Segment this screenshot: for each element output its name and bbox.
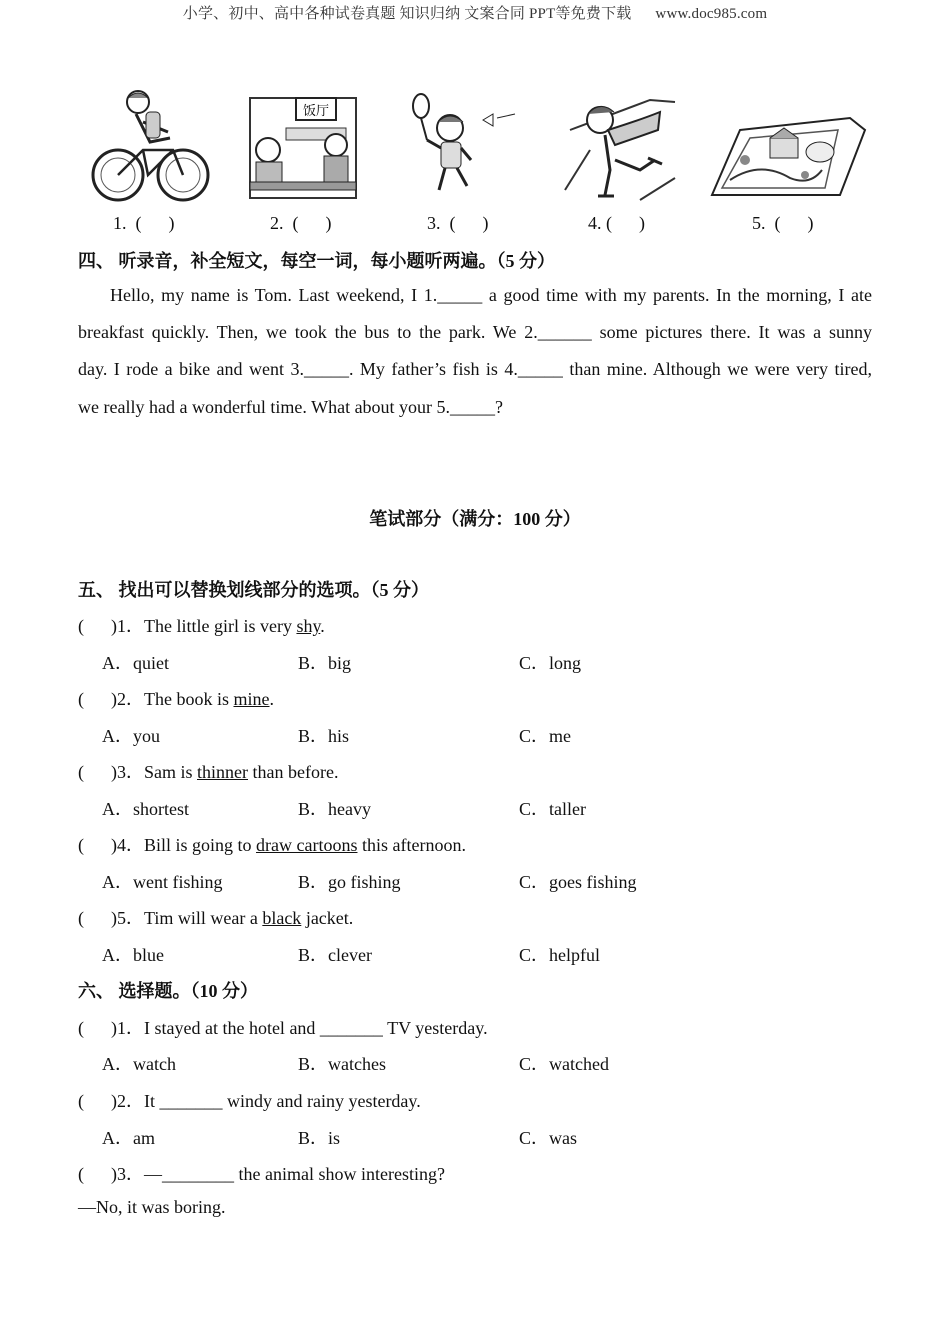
s5-q1-option-a[interactable]: A．quiet — [102, 653, 169, 673]
s5-q4-option-c[interactable]: C．goes fishing — [519, 872, 637, 892]
s5-question-2: ( )2．The book is mine. — [78, 689, 274, 709]
s5-q2-option-b[interactable]: B．his — [298, 726, 350, 746]
s5-q5-option-c[interactable]: C．helpful — [519, 945, 600, 965]
picture-boy-playing-badminton — [405, 90, 520, 205]
s5-q5-option-a[interactable]: A．blue — [102, 945, 164, 965]
s6-q2-option-c[interactable]: C．was — [519, 1128, 577, 1148]
picture-4-answer[interactable]: 4. ( ) — [588, 213, 645, 233]
page-header — [0, 2, 950, 23]
header-left-text: 小学、初中、高中各种试卷真题 知识归纳 文案合同 PPT等免费下载 — [182, 6, 632, 22]
s6-q1-option-b[interactable]: B．watches — [298, 1054, 386, 1074]
s5-question-3: ( )3．Sam is thinner than before. — [78, 762, 339, 782]
s5-question-5: ( )5．Tim will wear a black jacket. — [78, 908, 354, 928]
s6-q2-option-b[interactable]: B．is — [298, 1128, 341, 1148]
s5-q1-option-b[interactable]: B．big — [298, 653, 352, 673]
s5-q1-option-c[interactable]: C．long — [519, 653, 582, 673]
passage-line-4: we really had a wonderful time. What about your 5._____? — [78, 397, 504, 417]
picture-person-skating — [560, 90, 678, 205]
passage-line-3: day. I rode a bike and went 3._____. My father’s fish is 4._____ than mine. Although we were very tired, — [78, 359, 872, 379]
s6-q2-option-a[interactable]: A．am — [102, 1128, 155, 1148]
s6-question-3: ( )3．—________ the animal show interesting? — [78, 1164, 445, 1184]
s6-q3-dialogue-answer: —No, it was boring. — [78, 1197, 226, 1217]
passage-line-1: Hello, my name is Tom. Last weekend, I 1._____ a good time with my parents. In the morning, I ate — [110, 285, 872, 305]
s5-q2-option-a[interactable]: A．you — [102, 726, 160, 746]
s5-question-4: ( )4．Bill is going to draw cartoons this afternoon. — [78, 835, 466, 855]
s5-q4-option-a[interactable]: A．went fishing — [102, 872, 223, 892]
picture-2-answer[interactable]: 2. ( ) — [270, 213, 332, 233]
restaurant-sign-text: 饭厅 — [302, 104, 330, 119]
s5-q3-option-c[interactable]: C．taller — [519, 799, 586, 819]
section-5-title: 五、 找出可以替换划线部分的选项。（5 分） — [78, 580, 429, 600]
section-4-title: 四、 听录音，补全短文，每空一词，每小题听两遍。（5 分） — [78, 251, 555, 271]
s5-q5-option-b[interactable]: B．clever — [298, 945, 372, 965]
passage-line-2: breakfast quickly. Then, we took the bus to the park. We 2.______ some pictures there. It was a sunny — [78, 322, 872, 342]
s5-q3-option-a[interactable]: A．shortest — [102, 799, 189, 819]
picture-park-map — [710, 90, 868, 205]
s5-q2-option-c[interactable]: C．me — [519, 726, 571, 746]
picture-5-answer[interactable]: 5. ( ) — [752, 213, 814, 233]
picture-row — [0, 90, 950, 210]
underlined-word: shy — [296, 616, 321, 636]
underlined-word: thinner — [197, 762, 248, 782]
underlined-word: mine — [233, 689, 270, 709]
header-url: www.doc985.com — [655, 6, 768, 22]
picture-3-answer[interactable]: 3. ( ) — [427, 213, 489, 233]
underlined-word: draw cartoons — [256, 835, 358, 855]
underlined-word: black — [262, 908, 302, 928]
s5-q3-option-b[interactable]: B．heavy — [298, 799, 371, 819]
s6-question-1: ( )1．I stayed at the hotel and _______ TV yesterday. — [78, 1018, 488, 1038]
written-part-title: 笔试部分（满分：100 分） — [369, 509, 581, 529]
section-6-title: 六、 选择题。（10 分） — [78, 981, 258, 1001]
s5-q4-option-b[interactable]: B．go fishing — [298, 872, 401, 892]
picture-boy-riding-bike — [88, 90, 213, 205]
s6-q1-option-c[interactable]: C．watched — [519, 1054, 609, 1074]
picture-restaurant — [248, 90, 358, 205]
picture-1-answer[interactable]: 1. ( ) — [113, 213, 175, 233]
s5-question-1: ( )1．The little girl is very shy. — [78, 616, 325, 636]
s6-q1-option-a[interactable]: A．watch — [102, 1054, 176, 1074]
s6-question-2: ( )2．It _______ windy and rainy yesterday. — [78, 1091, 421, 1111]
